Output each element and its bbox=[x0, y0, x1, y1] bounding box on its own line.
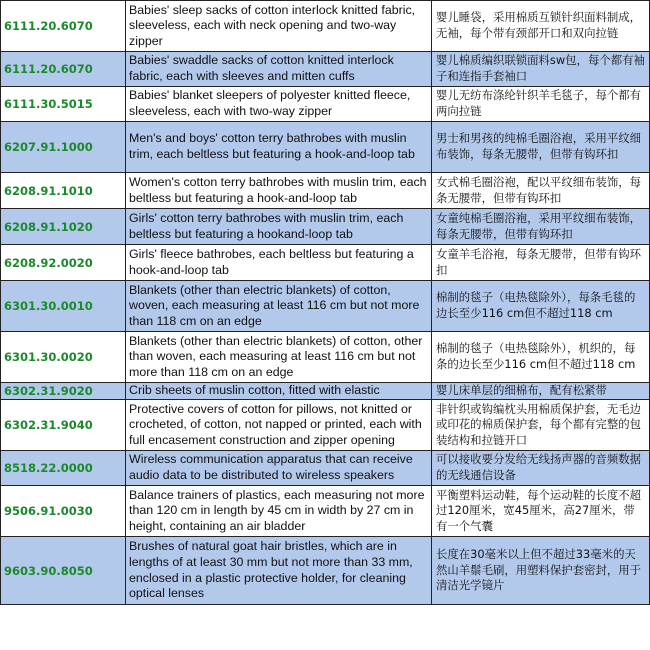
table-row bbox=[1, 281, 650, 332]
english-description-cell: Babies' swaddle sacks of cotton knitted interlock fabric, each with sleeves and mitten cuffs bbox=[126, 52, 432, 87]
table-row bbox=[1, 383, 650, 400]
hts-code-cell: 6111.20.6070 bbox=[1, 52, 126, 87]
chinese-description-cell: 男士和男孩的纯棉毛圈浴袍，采用平纹细布装饰，每条无腰带，但带有钩环扣 bbox=[432, 122, 650, 173]
hts-code-cell: 6111.30.5015 bbox=[1, 87, 126, 122]
table-row bbox=[1, 1, 650, 52]
chinese-description-cell: 棉制的毯子（电热毯除外），每条毛毯的边长至少116 cm但不超过118 cm bbox=[432, 281, 650, 332]
english-description-cell: Balance trainers of plastics, each measuring not more than 120 cm in length by 45 cm in width by 27 cm in height, containing an air bladder bbox=[126, 486, 432, 537]
chinese-description-cell: 婴儿睡袋，采用棉质互锁针织面料制成，无袖，每个带有颈部开口和双向拉链 bbox=[432, 1, 650, 52]
hts-code-cell: 6301.30.0020 bbox=[1, 332, 126, 383]
chinese-description-cell: 女童纯棉毛圈浴袍，采用平纹细布装饰，每条无腰带，但带有钩环扣 bbox=[432, 209, 650, 245]
english-description-cell: Blankets (other than electric blankets) of cotton, other than woven, each measuring at least 116 cm but not more than 118 cm on an edge bbox=[126, 332, 432, 383]
hts-code-cell: 8518.22.0000 bbox=[1, 451, 126, 486]
english-description-cell: Girls' cotton terry bathrobes with muslin trim, each beltless but featuring a hookand-loop tab bbox=[126, 209, 432, 245]
english-description-cell: Crib sheets of muslin cotton, fitted with elastic bbox=[126, 383, 432, 400]
chinese-description-cell: 平衡塑料运动鞋，每个运动鞋的长度不超过120厘米，宽45厘米，高27厘米，带有一个气囊 bbox=[432, 486, 650, 537]
hts-code-cell: 9603.90.8050 bbox=[1, 537, 126, 605]
table-row bbox=[1, 52, 650, 87]
hts-code-cell: 6207.91.1000 bbox=[1, 122, 126, 173]
english-description-cell: Women's cotton terry bathrobes with muslin trim, each beltless but featuring a hook-and-loop tab bbox=[126, 173, 432, 209]
table-row bbox=[1, 400, 650, 451]
english-description-cell: Babies' blanket sleepers of polyester knitted fleece, sleeveless, each with two-way zipper bbox=[126, 87, 432, 122]
chinese-description-cell: 女式棉毛圈浴袍，配以平纹细布装饰，每条无腰带，但带有钩环扣 bbox=[432, 173, 650, 209]
table-row bbox=[1, 245, 650, 281]
hts-code-cell: 6208.91.1020 bbox=[1, 209, 126, 245]
hts-code-cell: 6111.20.6070 bbox=[1, 1, 126, 52]
table-row bbox=[1, 451, 650, 486]
table-row bbox=[1, 173, 650, 209]
chinese-description-cell: 长度在30毫米以上但不超过33毫米的天然山羊鬃毛刷，用塑料保护套密封，用于清洁光学镜片 bbox=[432, 537, 650, 605]
hts-code-cell: 9506.91.0030 bbox=[1, 486, 126, 537]
table-row bbox=[1, 332, 650, 383]
table-row bbox=[1, 87, 650, 122]
table-row bbox=[1, 209, 650, 245]
table-row bbox=[1, 486, 650, 537]
chinese-description-cell: 婴儿无纺布涤纶针织羊毛毯子，每个都有两向拉链 bbox=[432, 87, 650, 122]
english-description-cell: Babies' sleep sacks of cotton interlock knitted fabric, sleeveless, each with neck opening and two-way zipper bbox=[126, 1, 432, 52]
english-description-cell: Wireless communication apparatus that can receive audio data to be distributed to wireless speakers bbox=[126, 451, 432, 486]
english-description-cell: Blankets (other than electric blankets) of cotton, woven, each measuring at least 116 cm but not more than 118 cm on an edge bbox=[126, 281, 432, 332]
chinese-description-cell: 非针织或钩编枕头用棉质保护套，无毛边或印花的棉质保护套，每个都有完整的包装结构和拉链开口 bbox=[432, 400, 650, 451]
chinese-description-cell: 可以接收要分发给无线扬声器的音频数据的无线通信设备 bbox=[432, 451, 650, 486]
hts-code-cell: 6208.91.1010 bbox=[1, 173, 126, 209]
table-row bbox=[1, 122, 650, 173]
hts-code-cell: 6302.31.9020 bbox=[1, 383, 126, 400]
table-body bbox=[1, 1, 650, 605]
english-description-cell: Protective covers of cotton for pillows, not knitted or crocheted, of cotton, not napped or printed, each with full encasement construction and zipper opening bbox=[126, 400, 432, 451]
hts-code-cell: 6208.92.0020 bbox=[1, 245, 126, 281]
hts-code-cell: 6302.31.9040 bbox=[1, 400, 126, 451]
chinese-description-cell: 女童羊毛浴袍，每条无腰带，但带有钩环扣 bbox=[432, 245, 650, 281]
chinese-description-cell: 婴儿床单层的细棉布，配有松紧带 bbox=[432, 383, 650, 400]
english-description-cell: Men's and boys' cotton terry bathrobes with muslin trim, each beltless but featuring a hook-and-loop tab bbox=[126, 122, 432, 173]
table-row bbox=[1, 537, 650, 605]
english-description-cell: Brushes of natural goat hair bristles, which are in lengths of at least 30 mm but not more than 33 mm, enclosed in a plastic protective holder, for cleaning optical lenses bbox=[126, 537, 432, 605]
english-description-cell: Girls' fleece bathrobes, each beltless but featuring a hook-and-loop tab bbox=[126, 245, 432, 281]
chinese-description-cell: 婴儿棉质编织联锁面料sw包，每个都有袖子和连指手套袖口 bbox=[432, 52, 650, 87]
hts-code-cell: 6301.30.0010 bbox=[1, 281, 126, 332]
chinese-description-cell: 棉制的毯子（电热毯除外），机织的，每条的边长至少116 cm但不超过118 cm bbox=[432, 332, 650, 383]
